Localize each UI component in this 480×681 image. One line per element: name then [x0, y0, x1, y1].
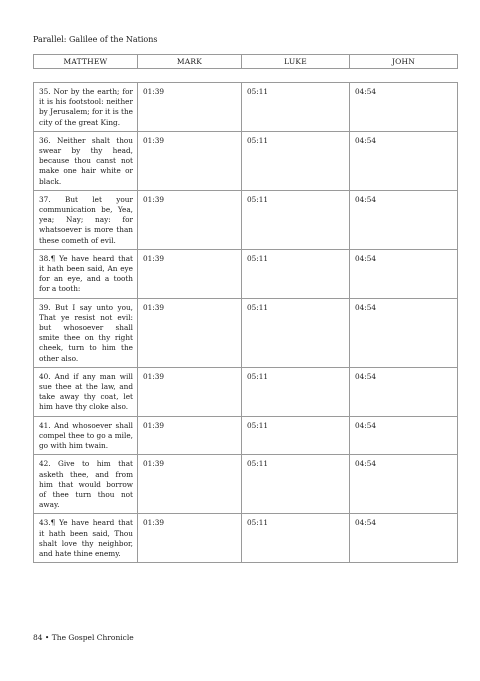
luke-ref-cell: 05:11 — [242, 514, 350, 563]
luke-ref-cell: 05:11 — [242, 367, 350, 416]
verse-cell: 36. Neither shalt thou swear by thy head, because thou canst not make one hair white or black. — [34, 131, 138, 190]
table-row — [34, 190, 458, 249]
mark-ref-cell: 01:39 — [138, 83, 242, 132]
verse-cell: 41. And whosoever shall compel thee to go a mile, go with him twain. — [34, 416, 138, 455]
page-title: Parallel: Galilee of the Nations — [33, 35, 158, 44]
mark-ref-cell: 01:39 — [138, 514, 242, 563]
parallel-table — [33, 54, 458, 563]
page-footer: 84 • The Gospel Chronicle — [33, 633, 134, 642]
table-row — [34, 298, 458, 367]
verse-cell: 39. But I say unto you, That ye resist not evil: but whosoever shall smite thee on thy right cheek, turn to him the other also. — [34, 298, 138, 367]
mark-ref-cell: 01:39 — [138, 131, 242, 190]
table-row — [34, 83, 458, 132]
john-ref-cell: 04:54 — [350, 416, 458, 455]
mark-ref-cell: 01:39 — [138, 298, 242, 367]
verse-cell: 38.¶ Ye have heard that it hath been said, An eye for an eye, and a tooth for a tooth: — [34, 249, 138, 298]
john-ref-cell: 04:54 — [350, 131, 458, 190]
header-row — [34, 55, 458, 69]
mark-ref-cell: 01:39 — [138, 190, 242, 249]
spacer-cell — [34, 69, 458, 83]
luke-ref-cell: 05:11 — [242, 131, 350, 190]
mark-ref-cell: 01:39 — [138, 416, 242, 455]
john-ref-cell: 04:54 — [350, 298, 458, 367]
luke-ref-cell: 05:11 — [242, 298, 350, 367]
mark-ref-cell: 01:39 — [138, 249, 242, 298]
table-row — [34, 514, 458, 563]
verse-cell: 37. But let your communication be, Yea, yea; Nay; nay: for whatsoever is more than these cometh of evil. — [34, 190, 138, 249]
mark-ref-cell: 01:39 — [138, 455, 242, 514]
table-row — [34, 455, 458, 514]
column-header-mark: MARK — [138, 55, 242, 69]
mark-ref-cell: 01:39 — [138, 367, 242, 416]
column-header-matthew: MATTHEW — [34, 55, 138, 69]
luke-ref-cell: 05:11 — [242, 416, 350, 455]
table-row — [34, 416, 458, 455]
luke-ref-cell: 05:11 — [242, 249, 350, 298]
john-ref-cell: 04:54 — [350, 367, 458, 416]
column-header-luke: LUKE — [242, 55, 350, 69]
john-ref-cell: 04:54 — [350, 83, 458, 132]
verse-cell: 40. And if any man will sue thee at the law, and take away thy coat, let him have thy cloke also. — [34, 367, 138, 416]
luke-ref-cell: 05:11 — [242, 83, 350, 132]
luke-ref-cell: 05:11 — [242, 190, 350, 249]
john-ref-cell: 04:54 — [350, 190, 458, 249]
john-ref-cell: 04:54 — [350, 249, 458, 298]
verse-cell: 35. Nor by the earth; for it is his footstool: neither by Jerusalem; for it is the city of the great King. — [34, 83, 138, 132]
verse-cell: 43.¶ Ye have heard that it hath been said, Thou shalt love thy neighbor, and hate thine enemy. — [34, 514, 138, 563]
table-row — [34, 249, 458, 298]
table-row — [34, 367, 458, 416]
column-header-john: JOHN — [350, 55, 458, 69]
luke-ref-cell: 05:11 — [242, 455, 350, 514]
john-ref-cell: 04:54 — [350, 455, 458, 514]
table-row — [34, 131, 458, 190]
john-ref-cell: 04:54 — [350, 514, 458, 563]
verse-cell: 42. Give to him that asketh thee, and from him that would borrow of thee turn thou not away. — [34, 455, 138, 514]
spacer-row — [34, 69, 458, 83]
